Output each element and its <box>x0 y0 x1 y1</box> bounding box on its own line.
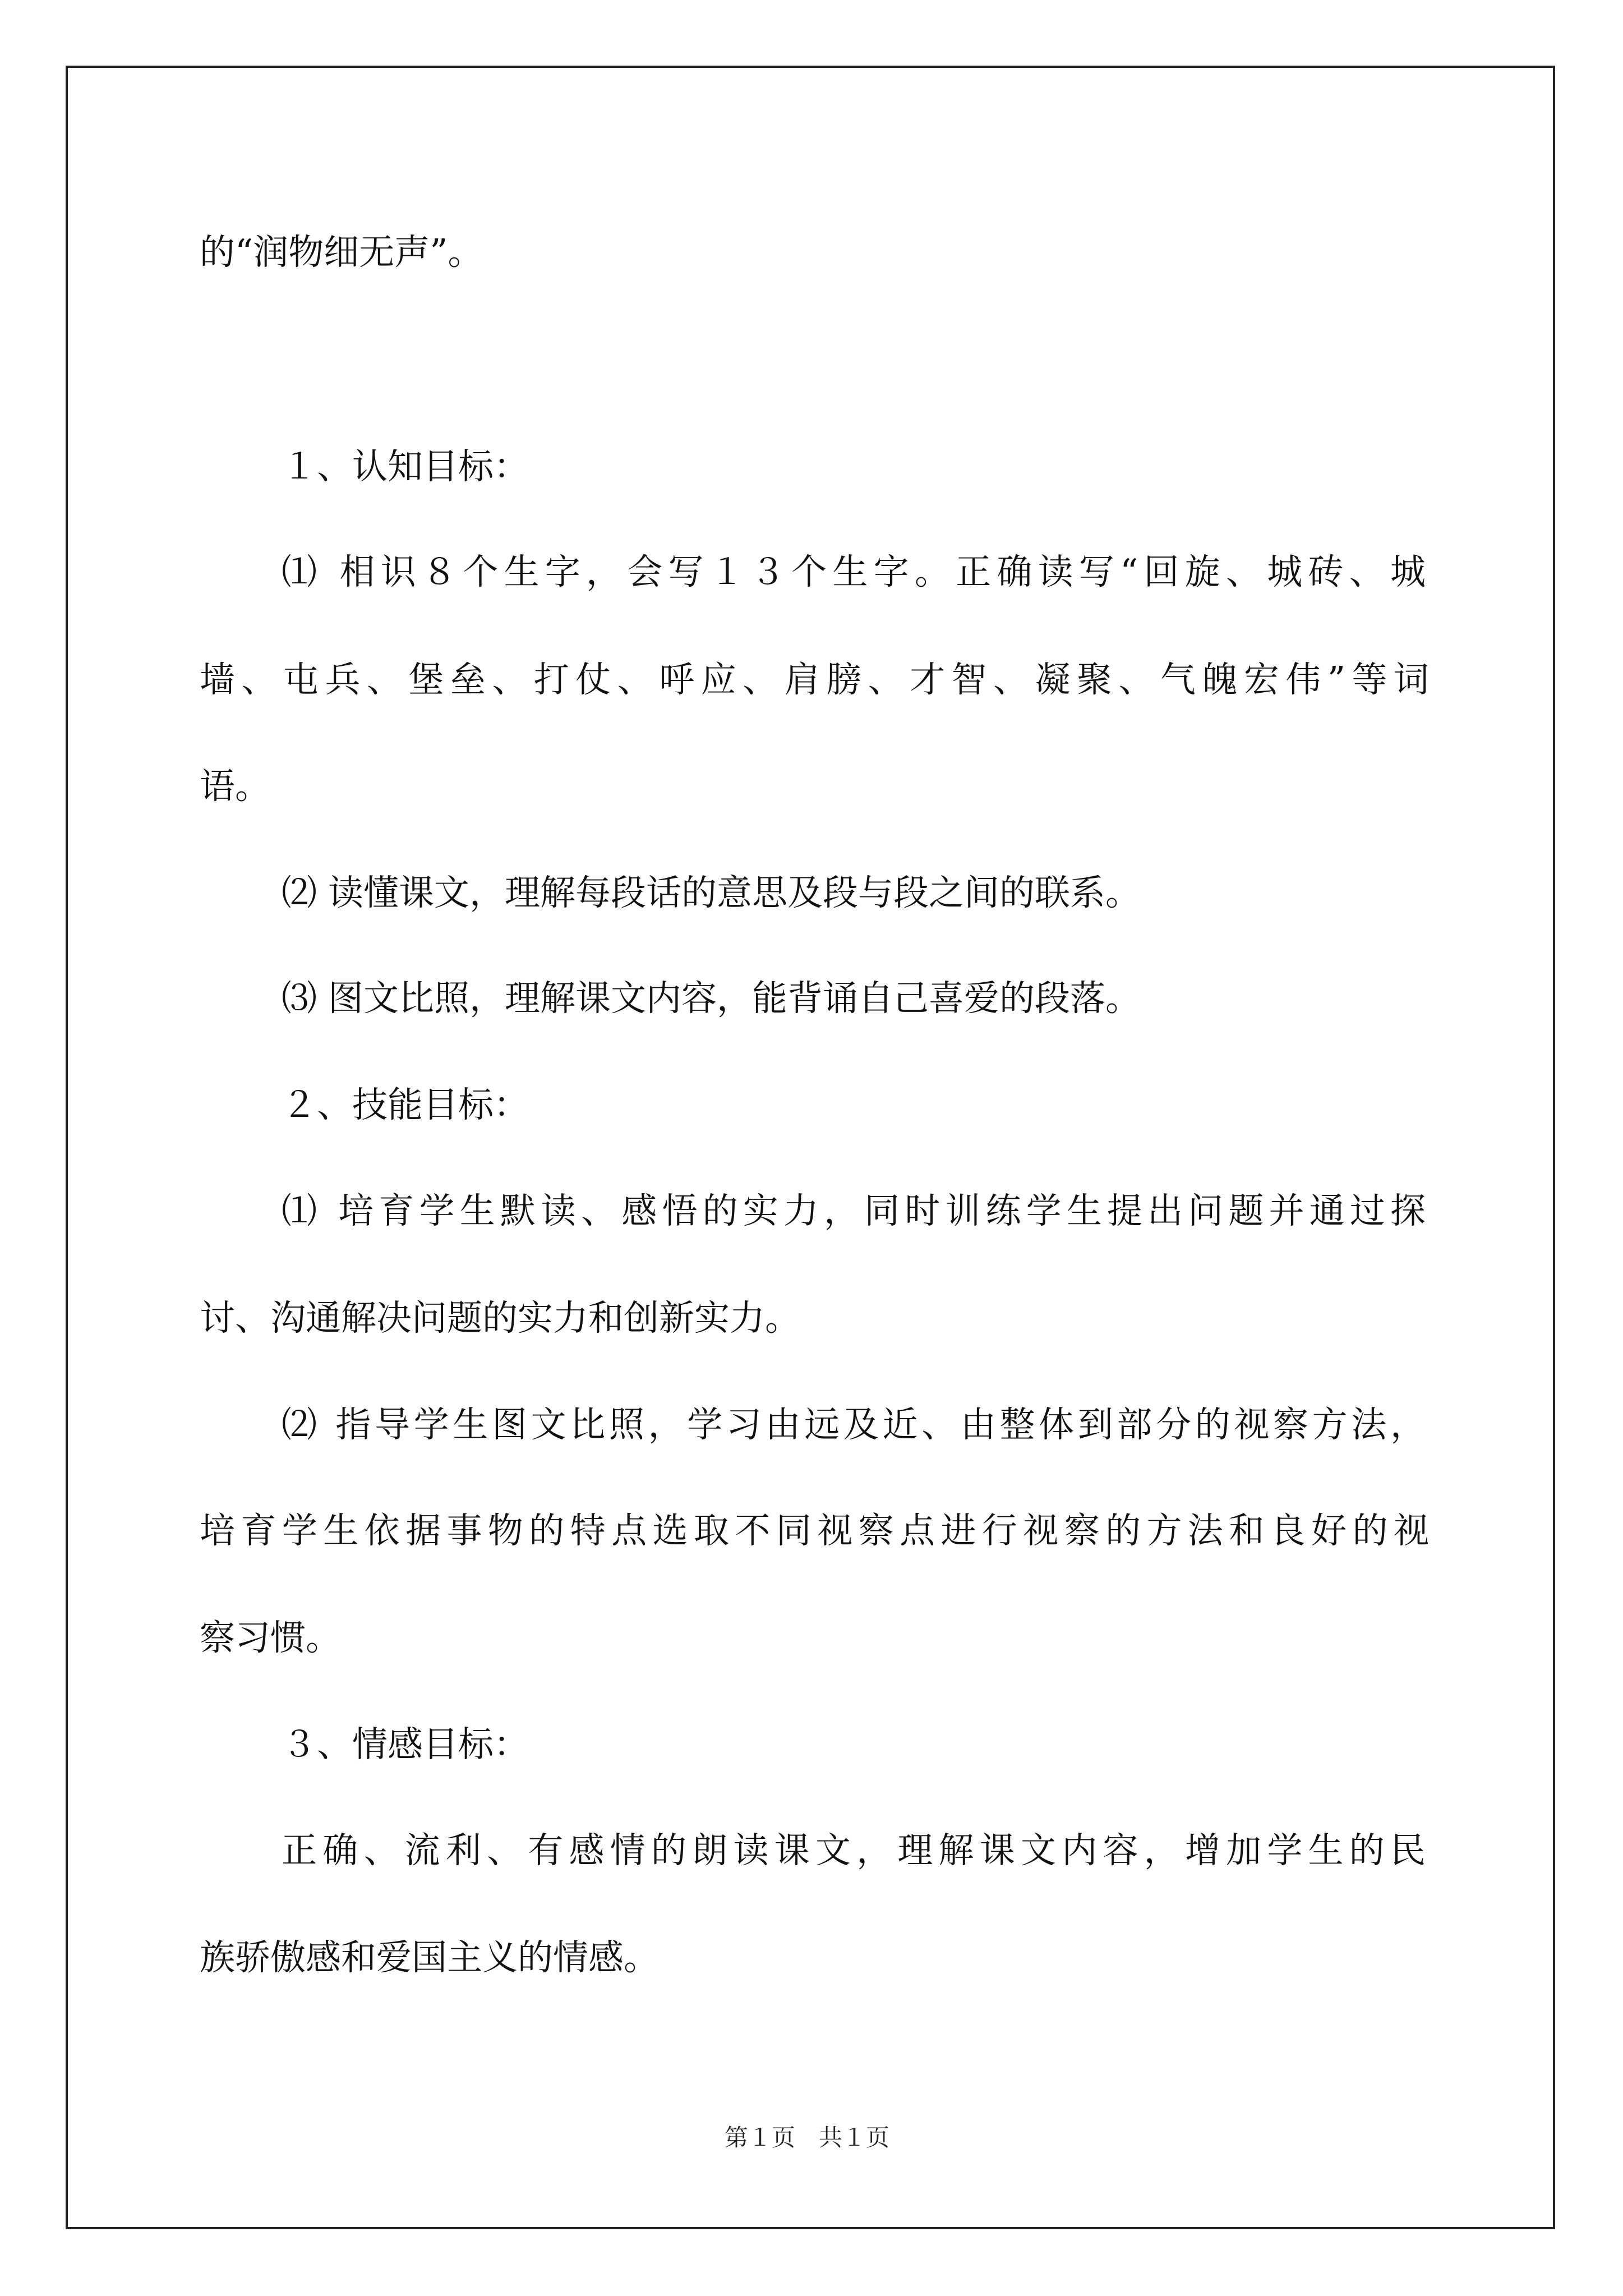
text-line-13: 察习惯。 <box>200 1617 341 1658</box>
text-line-3-content: ⑴ 相识８个生字，会写１３个生字。正确读写“回旋、城砖、城 <box>282 551 1432 592</box>
text-line-12 <box>200 1510 1435 1551</box>
text-line-8: ２、技能目标： <box>282 1084 529 1125</box>
page-footer: 第１页 共１页 <box>725 2124 890 2151</box>
text-line-6: ⑵ 读懂课文，理解每段话的意思及段与段之间的联系。 <box>282 872 1141 913</box>
text-line-12-content: 培育学生依据事物的特点选取不同视察点进行视察的方法和良好的视 <box>200 1510 1435 1551</box>
text-line-14: ３、情感目标： <box>282 1724 529 1765</box>
text-line-4-content: 墙、屯兵、堡垒、打仗、呼应、肩膀、才智、凝聚、气魄宏伟”等词 <box>200 659 1436 700</box>
text-line-11 <box>282 1404 1430 1445</box>
text-line-7: ⑶ 图文比照，理解课文内容，能背诵自己喜爱的段落。 <box>282 978 1141 1019</box>
page-border <box>66 66 1555 2229</box>
text-line-16: 族骄傲感和爱国主义的情感。 <box>200 1937 659 1978</box>
text-line-2: １、认知目标： <box>282 446 529 487</box>
text-line-15-content: 正确、流利、有感情的朗读课文，理解课文内容，增加学生的民 <box>282 1830 1432 1871</box>
text-line-3 <box>282 551 1432 592</box>
text-line-15 <box>282 1830 1432 1871</box>
text-line-1: 的“润物细无声”。 <box>200 232 483 273</box>
text-line-9-content: ⑴ 培育学生默读、感悟的实力，同时训练学生提出问题并通过探 <box>282 1190 1431 1231</box>
text-line-4 <box>200 659 1436 700</box>
text-line-9 <box>282 1190 1431 1231</box>
text-line-5: 语。 <box>200 766 270 807</box>
text-line-10: 讨、沟通解决问题的实力和创新实力。 <box>200 1297 800 1338</box>
text-line-11-content: ⑵ 指导学生图文比照，学习由远及近、由整体到部分的视察方法， <box>282 1404 1430 1445</box>
